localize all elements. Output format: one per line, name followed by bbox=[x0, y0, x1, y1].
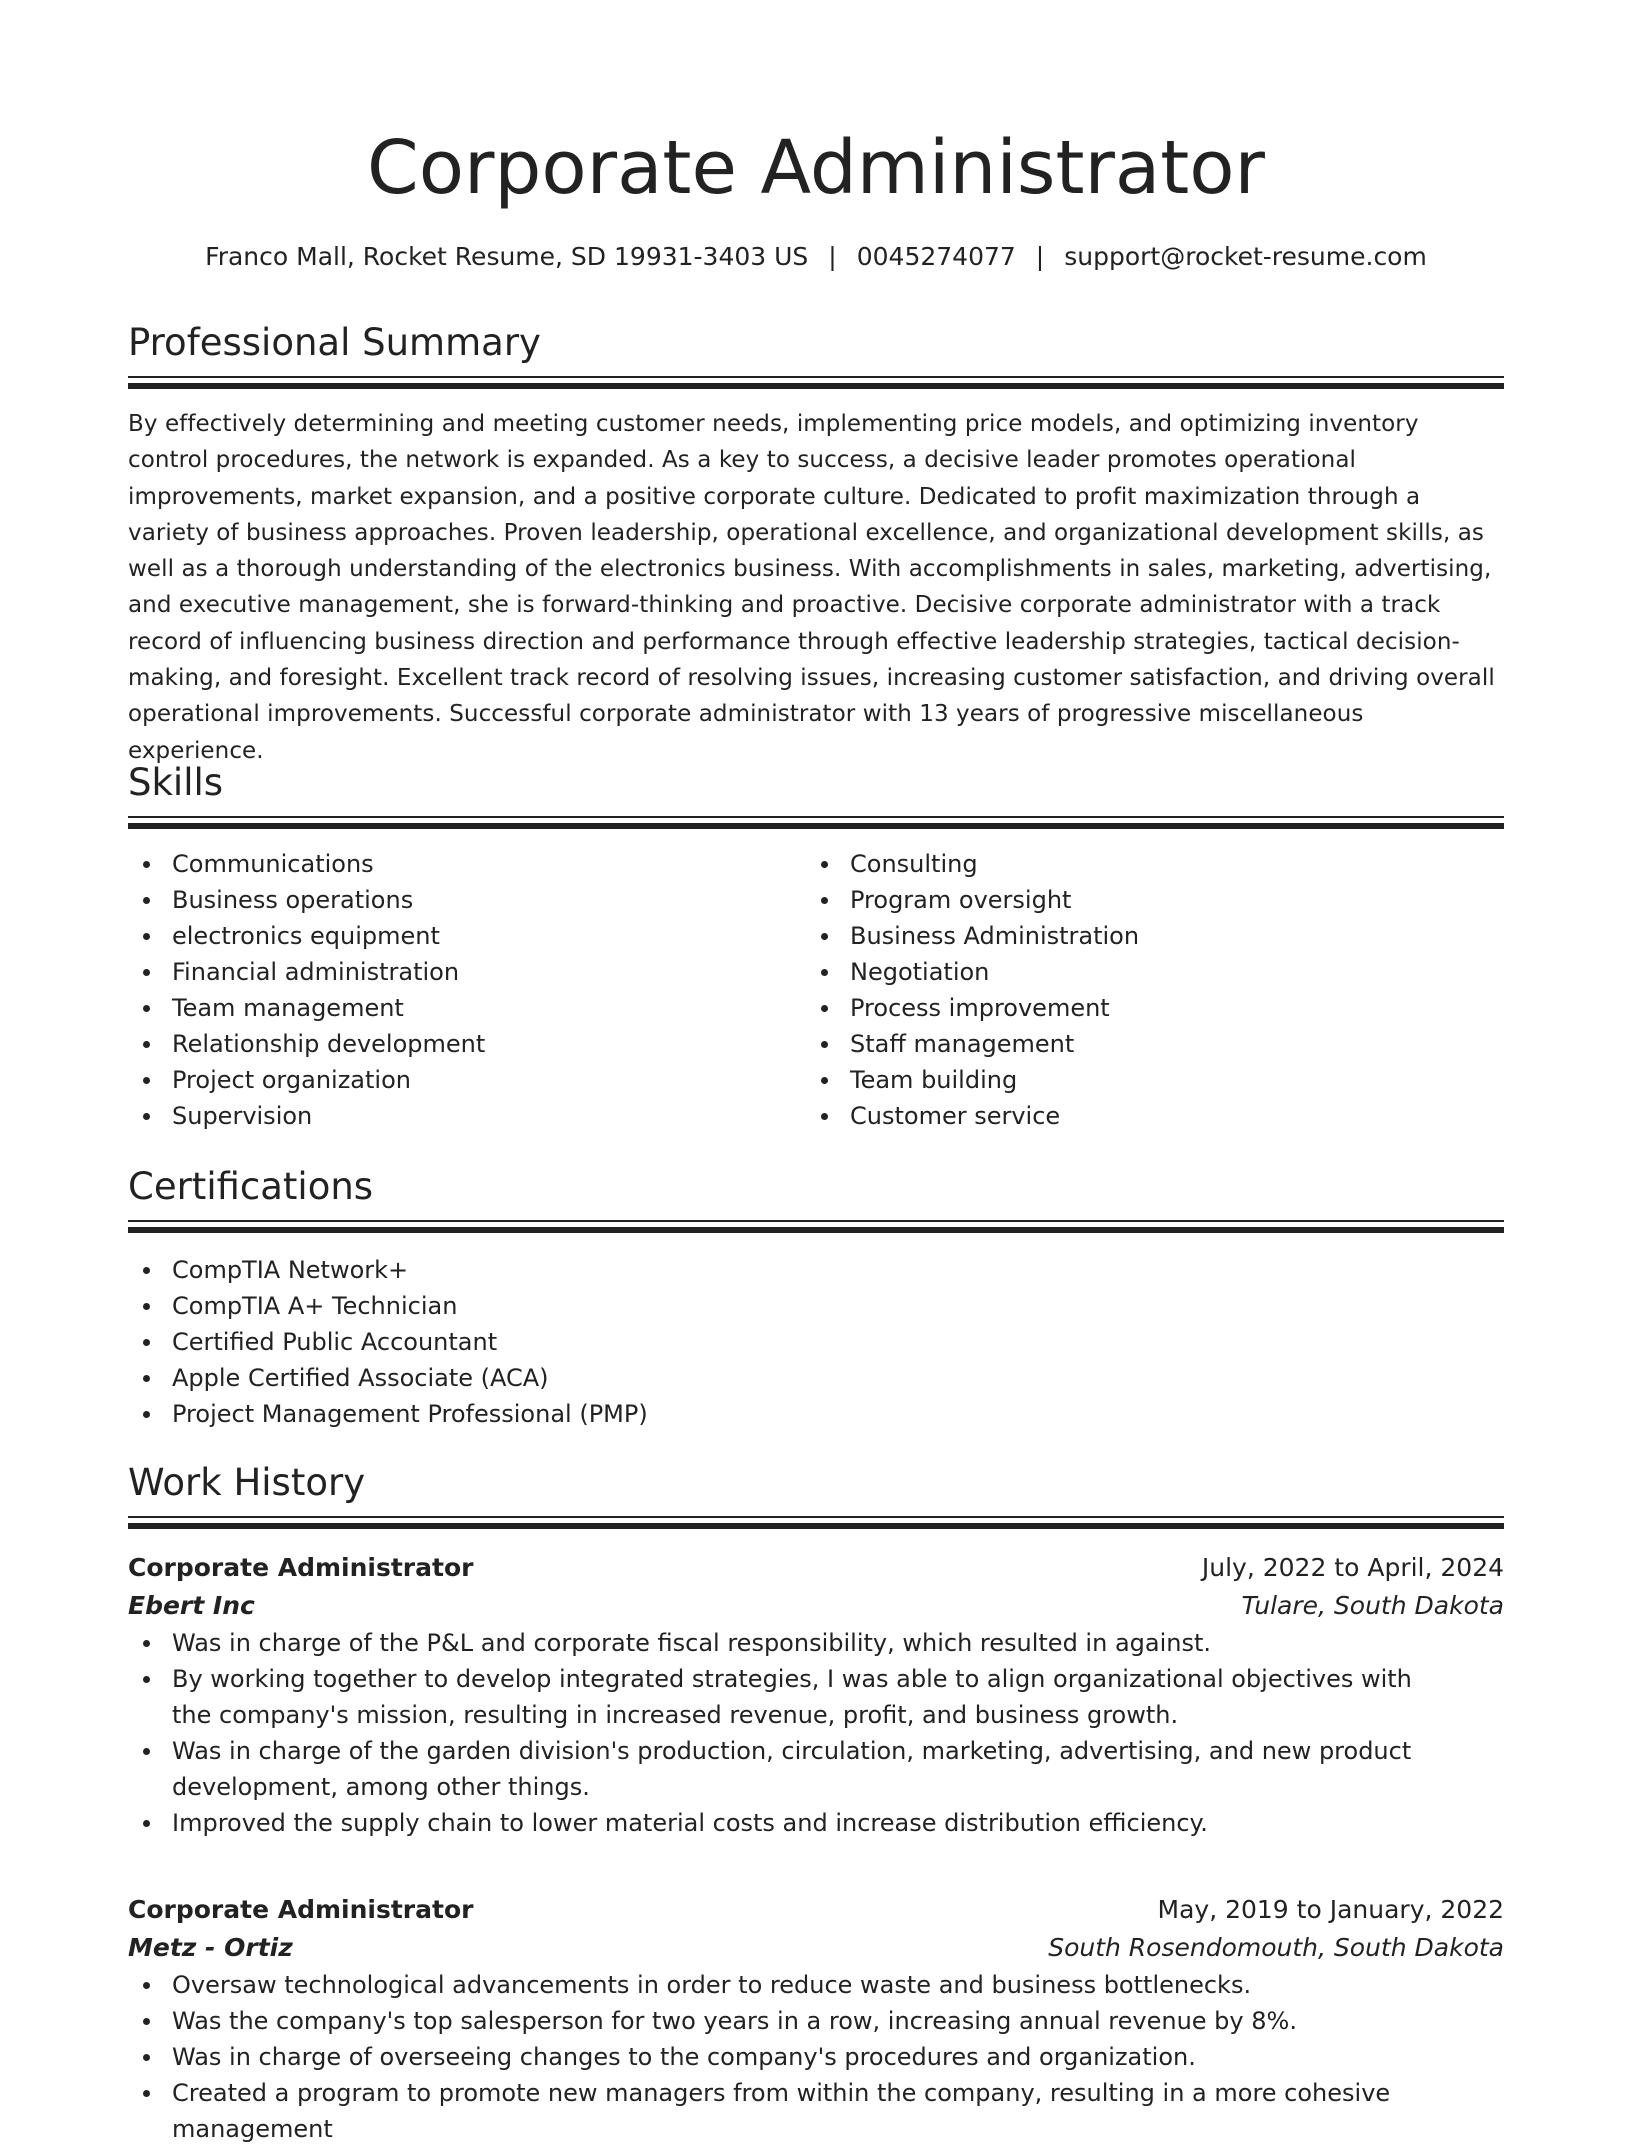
list-item: Relationship development bbox=[128, 1026, 806, 1062]
job-dates: May, 2019 to January, 2022 bbox=[1157, 1895, 1504, 1924]
list-item: Consulting bbox=[806, 846, 1484, 882]
certifications-list bbox=[128, 1252, 648, 1432]
list-item: Negotiation bbox=[806, 954, 1484, 990]
job-header bbox=[128, 1549, 1504, 1587]
list-item: By working together to develop integrated strategies, I was able to align organizational objectives with the company's mission, resulting in increased revenue, profit, and business growth. bbox=[128, 1661, 1504, 1733]
skills-column-right bbox=[806, 846, 1484, 1134]
job-subheader bbox=[128, 1587, 1504, 1625]
contact-address: Franco Mall, Rocket Resume, SD 19931-3403 US bbox=[205, 242, 809, 271]
list-item: CompTIA Network+ bbox=[128, 1252, 648, 1288]
list-item: Certified Public Accountant bbox=[128, 1324, 648, 1360]
job-bullets bbox=[128, 1625, 1504, 1841]
list-item: Was the company's top salesperson for two years in a row, increasing annual revenue by 8%. bbox=[128, 2003, 1504, 2039]
job-company: Metz - Ortiz bbox=[128, 1933, 293, 1962]
list-item: Financial administration bbox=[128, 954, 806, 990]
list-item: Apple Certified Associate (ACA) bbox=[128, 1360, 648, 1396]
resume-page bbox=[128, 0, 1504, 2143]
list-item: Oversaw technological advancements in order to reduce waste and business bottlenecks. bbox=[128, 1967, 1504, 2003]
job-location: South Rosendomouth, South Dakota bbox=[1048, 1933, 1504, 1962]
summary-text: By effectively determining and meeting customer needs, implementing price models, and optimizing inventory control procedures, the network is expanded. As a key to success, a decisive leader promotes operational improvements, market expansion, and a positive corporate culture. Dedicated to profit maximization through a variety of business approaches. Proven leadership, operational excellence, and organizational development skills, as well as a thorough understanding of the electronics business. With accomplishments in sales, marketing, advertising, and executive management, she is forward-thinking and proactive. Decisive corporate administrator with a track record of influencing business direction and performance through effective leadership strategies, tactical decision-making, and foresight. Excellent track record of resolving issues, increasing customer satisfaction, and driving overall operational improvements. Successful corporate administrator with 13 years of progressive miscellaneous experience. bbox=[128, 411, 1495, 764]
list-item: Team management bbox=[128, 990, 806, 1026]
list-item: Staff management bbox=[806, 1026, 1484, 1062]
certifications-section bbox=[128, 1162, 1504, 1222]
section-rule bbox=[128, 1220, 1504, 1222]
job-entry bbox=[128, 1549, 1504, 1841]
list-item: Business operations bbox=[128, 882, 806, 918]
section-title-summary: Professional Summary bbox=[128, 321, 541, 364]
list-item: Project Management Professional (PMP) bbox=[128, 1396, 648, 1432]
summary-section bbox=[128, 318, 1504, 378]
list-item: Program oversight bbox=[806, 882, 1484, 918]
list-item: Supervision bbox=[128, 1098, 806, 1134]
contact-separator: | bbox=[828, 242, 837, 271]
work-history-section bbox=[128, 1458, 1504, 1518]
job-subheader bbox=[128, 1929, 1504, 1967]
list-item: Improved the supply chain to lower material costs and increase distribution efficiency. bbox=[128, 1805, 1504, 1841]
job-title: Corporate Administrator bbox=[128, 1553, 474, 1582]
contact-line bbox=[128, 238, 1504, 276]
list-item: Was in charge of the P&L and corporate fiscal responsibility, which resulted in against. bbox=[128, 1625, 1504, 1661]
list-item: Process improvement bbox=[806, 990, 1484, 1026]
section-title-work-history: Work History bbox=[128, 1461, 366, 1504]
section-title-certifications: Certifications bbox=[128, 1165, 374, 1208]
contact-separator: | bbox=[1035, 242, 1045, 271]
section-rule bbox=[128, 376, 1504, 378]
job-title: Corporate Administrator bbox=[128, 1895, 474, 1924]
job-dates: July, 2022 to April, 2024 bbox=[1201, 1553, 1504, 1582]
list-item: Customer service bbox=[806, 1098, 1484, 1134]
skills-columns bbox=[128, 846, 1504, 1134]
job-company: Ebert Inc bbox=[128, 1591, 255, 1620]
skills-column-left bbox=[128, 846, 806, 1134]
job-header bbox=[128, 1891, 1504, 1929]
list-item: Was in charge of the garden division's production, circulation, marketing, advertising, and new product development, among other things. bbox=[128, 1733, 1504, 1805]
skills-section bbox=[128, 758, 1504, 818]
certifications-list-wrap bbox=[128, 1252, 1504, 1432]
section-rule bbox=[128, 1516, 1504, 1518]
resume-name: Corporate Administrator bbox=[367, 125, 1265, 211]
list-item: CompTIA A+ Technician bbox=[128, 1288, 648, 1324]
skills-list-left bbox=[128, 846, 806, 1134]
skills-list-right bbox=[806, 846, 1484, 1134]
list-item: Project organization bbox=[128, 1062, 806, 1098]
section-title-skills: Skills bbox=[128, 761, 224, 804]
list-item: Created a program to promote new managers from within the company, resulting in a more cohesive management bbox=[128, 2075, 1504, 2147]
contact-email: support@rocket-resume.com bbox=[1064, 242, 1427, 271]
list-item: electronics equipment bbox=[128, 918, 806, 954]
list-item: Communications bbox=[128, 846, 806, 882]
job-bullets bbox=[128, 1967, 1504, 2147]
list-item: Was in charge of overseeing changes to the company's procedures and organization. bbox=[128, 2039, 1504, 2075]
section-rule bbox=[128, 816, 1504, 818]
job-location: Tulare, South Dakota bbox=[1241, 1591, 1504, 1620]
contact-phone: 0045274077 bbox=[856, 242, 1016, 271]
job-entry bbox=[128, 1891, 1504, 2147]
list-item: Business Administration bbox=[806, 918, 1484, 954]
list-item: Team building bbox=[806, 1062, 1484, 1098]
